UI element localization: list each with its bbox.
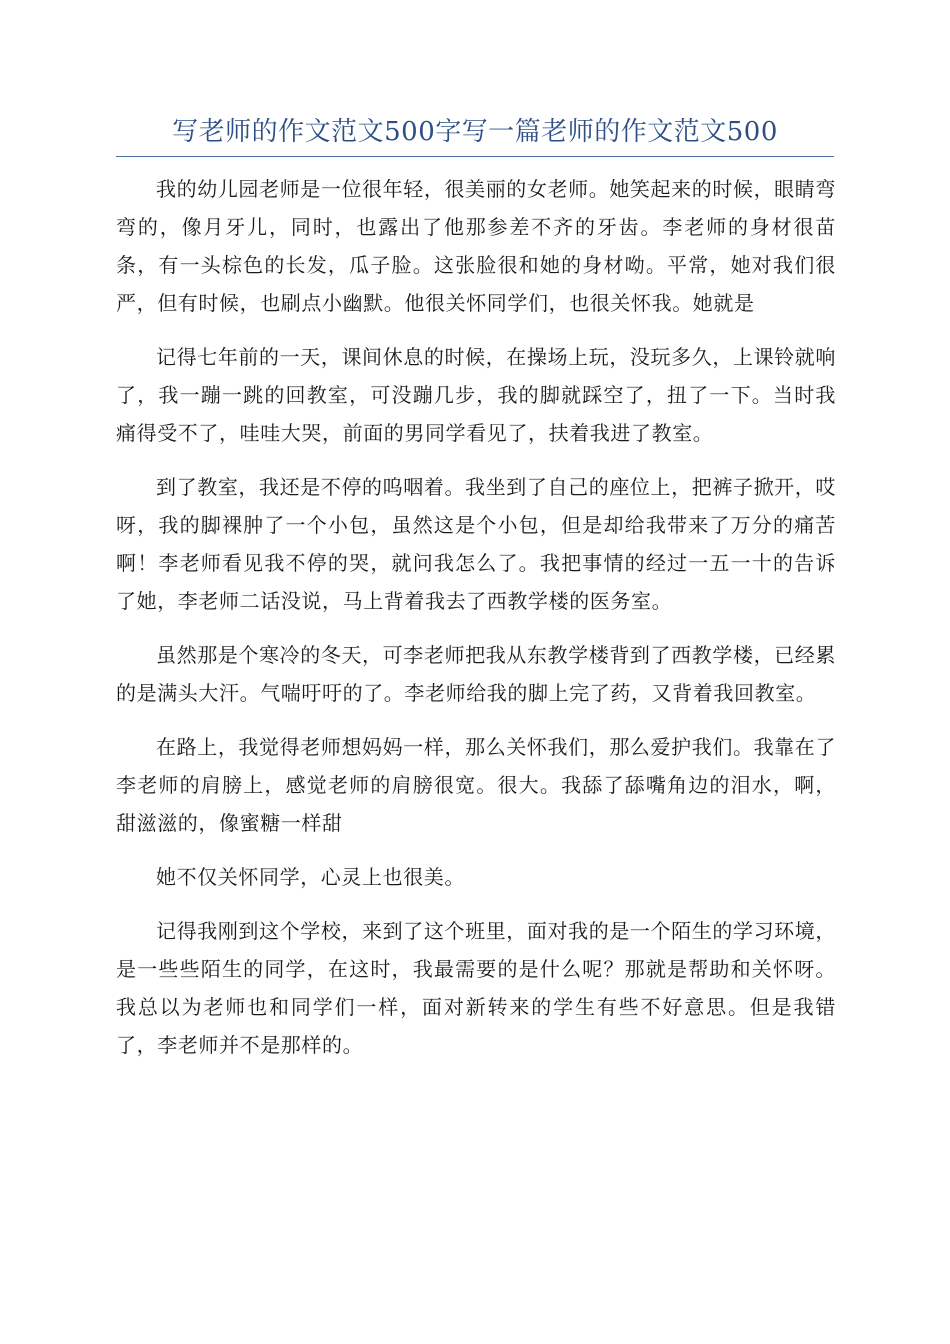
paragraph-3: 到了教室，我还是不停的呜咽着。我坐到了自己的座位上，把裤子掀开，哎呀，我的脚裸肿了一个小包，虽然这是个小包，但是却给我带来了万分的痛苦啊！李老师看见我不停的哭，就问我怎么了。我把事情的经过一五一十的告诉了她，李老师二话没说，马上背着我去了西教学楼的医务室。 <box>116 475 836 613</box>
paragraph-5: 在路上，我觉得老师想妈妈一样，那么关怀我们，那么爱护我们。我靠在了李老师的肩膀上，感觉老师的肩膀很宽。很大。我舔了舔嘴角边的泪水，啊，甜滋滋的，像蜜糖一样甜 <box>116 735 836 835</box>
paragraph-6: 她不仅关怀同学，心灵上也很美。 <box>156 865 465 889</box>
document-title: 写老师的作文范文500字写一篇老师的作文范文500 <box>172 117 778 147</box>
document-body <box>116 170 836 1080</box>
paragraph-1: 我的幼儿园老师是一位很年轻，很美丽的女老师。她笑起来的时候，眼睛弯弯的，像月牙儿，同时，也露出了他那参差不齐的牙齿。李老师的身材很苗条，有一头棕色的长发，瓜子脸。这张脸很和她的身材呦。平常，她对我们很严，但有时候，也刷点小幽默。他很关怀同学们，也很关怀我。她就是 <box>116 177 836 315</box>
paragraph-2: 记得七年前的一天，课间休息的时候，在操场上玩，没玩多久，上课铃就响了，我一蹦一跳的回教室，可没蹦几步，我的脚就踩空了，扭了一下。当时我痛得受不了，哇哇大哭，前面的男同学看见了，扶着我进了教室。 <box>116 345 836 445</box>
title-block <box>116 112 834 157</box>
paragraph-7: 记得我刚到这个学校，来到了这个班里，面对我的是一个陌生的学习环境，是一些些陌生的同学，在这时，我最需要的是什么呢？那就是帮助和关怀呀。我总以为老师也和同学们一样，面对新转来的学生有些不好意思。但是我错了，李老师并不是那样的。 <box>116 919 836 1057</box>
paragraph-4: 虽然那是个寒冷的冬天，可李老师把我从东教学楼背到了西教学楼，已经累的是满头大汗。气喘吁吁的了。李老师给我的脚上完了药，又背着我回教室。 <box>116 643 836 705</box>
